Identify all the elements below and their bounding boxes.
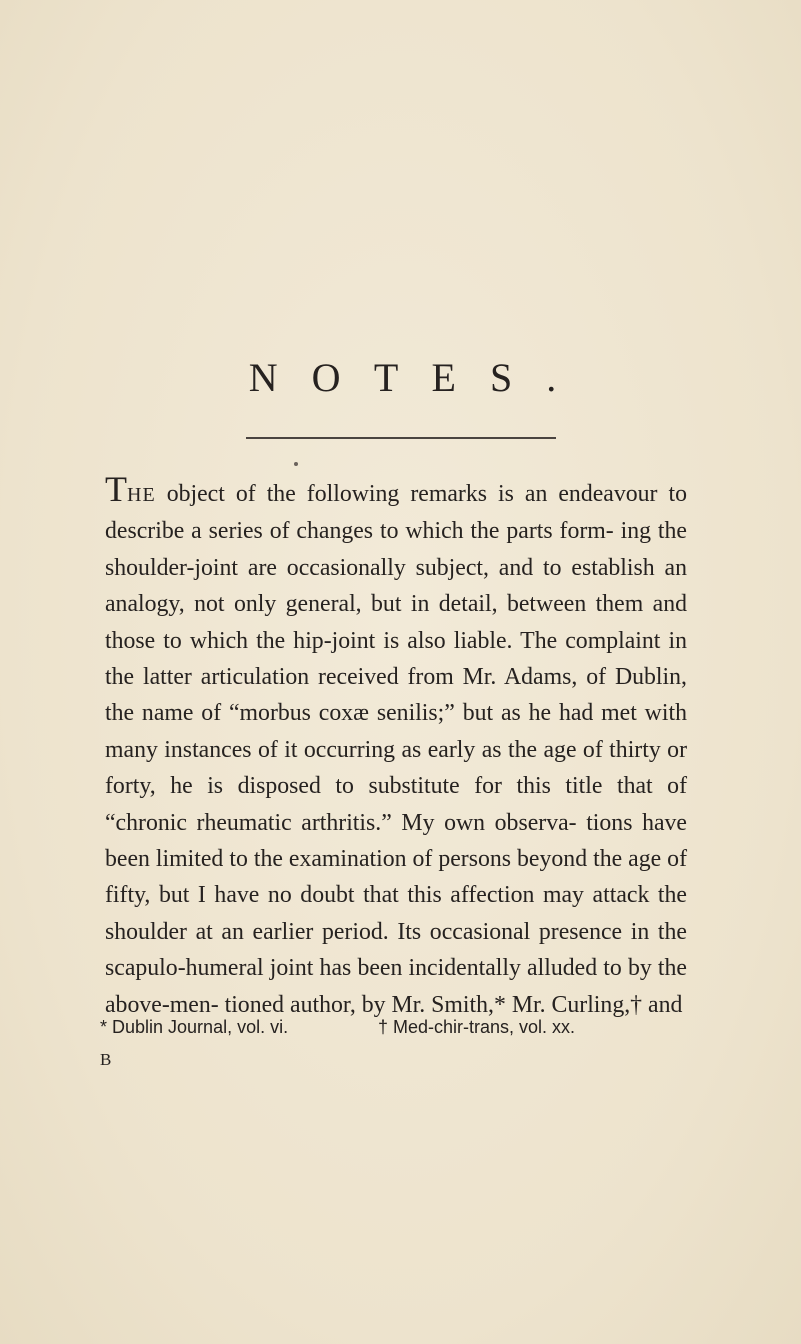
footnote-med-chir-trans: † Med-chir-trans, vol. xx. <box>378 1017 576 1037</box>
page-heading: N O T E S . <box>248 355 569 400</box>
ink-speck <box>294 462 298 466</box>
paragraph-text: object of the following remarks is an endeavour to describe a series of changes to which the parts form- ing the shoulder-joint are occasionally subject, and to establish an analogy, not only general, but in detail, between them and those to which the hip-joint is also liable. The complaint in the latter articulation received from Mr. Adams, of Dublin, the name of “morbus coxæ senilis;” but as he had met with many instances of it occurring as early as the age of thirty or forty, he is disposed to substitute for this title that of “chronic rheumatic arthritis.” My own observa- tions have been limited to the examination of persons beyond the age of fifty, but I have no doubt that this affection may attack the shoulder at an earlier period. Its occasional presence in the scapulo-humeral joint has been incidentally alluded to by the above-men- tioned author, by Mr. Smith,* Mr. Curling,† and <box>105 481 687 1018</box>
signature-mark: B <box>100 1050 112 1069</box>
heading-rule <box>246 437 556 439</box>
first-word-rest: HE <box>127 484 156 506</box>
footnote-dublin-journal: * Dublin Journal, vol. vi. <box>100 1017 289 1037</box>
body-paragraph <box>105 469 687 1023</box>
drop-cap: T <box>105 469 127 509</box>
